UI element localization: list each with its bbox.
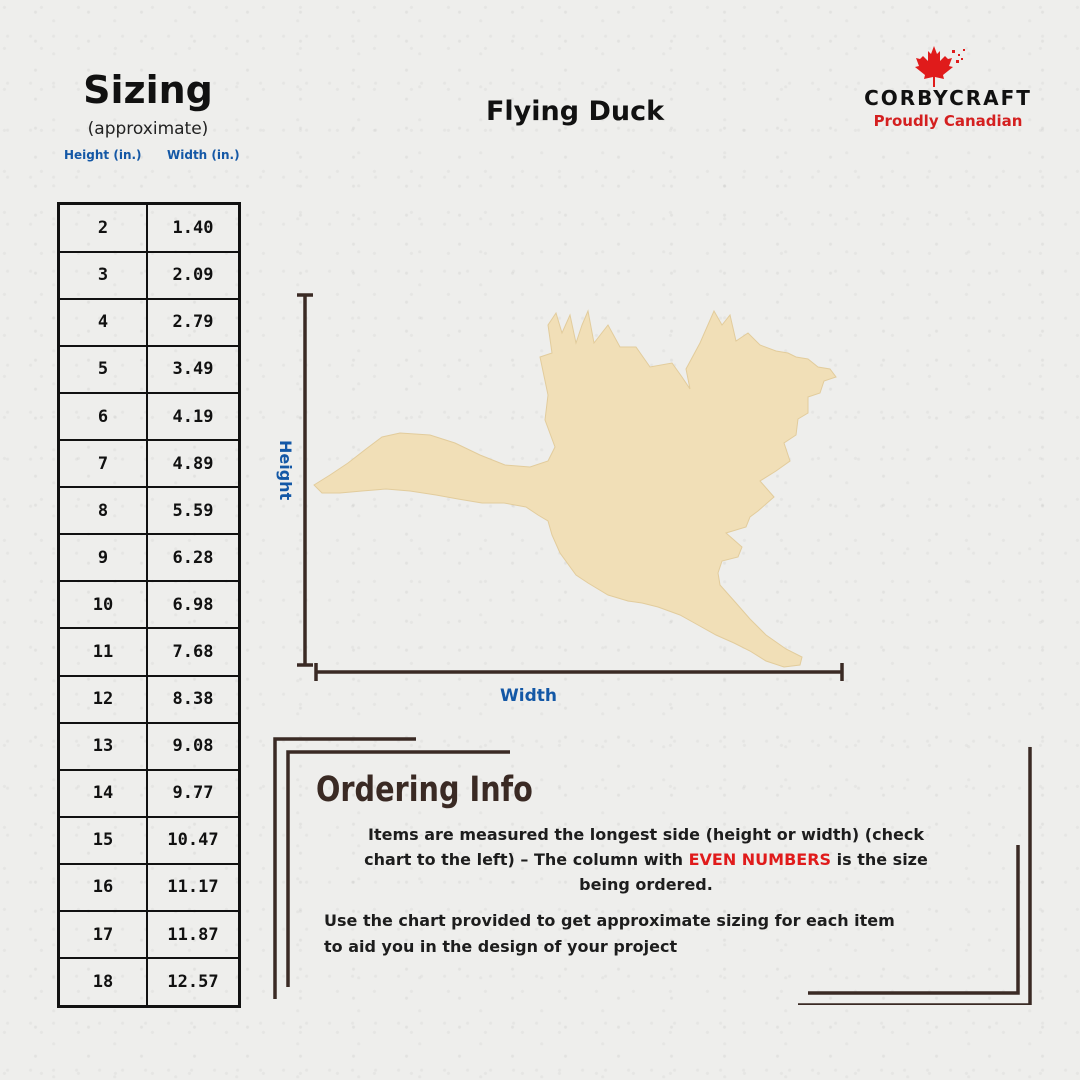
width-cell: 1.40 (147, 204, 240, 252)
width-cell: 4.19 (147, 393, 240, 440)
table-row (59, 204, 240, 252)
height-cell: 9 (59, 534, 148, 581)
width-column-header: Width (in.) (167, 148, 240, 162)
ordering-line-1: Items are measured the longest side (height or width) (check (368, 825, 924, 844)
size-table (57, 202, 241, 1008)
ordering-line-2-end: is the size (831, 850, 928, 869)
height-cell: 18 (59, 958, 148, 1006)
width-cell: 4.89 (147, 440, 240, 487)
width-cell: 6.28 (147, 534, 240, 581)
brand-name: CORBYCRAFT (864, 86, 1032, 110)
height-cell: 4 (59, 299, 148, 346)
table-row (59, 817, 240, 864)
height-cell: 16 (59, 864, 148, 911)
width-cell: 6.98 (147, 581, 240, 628)
width-cell: 5.59 (147, 487, 240, 534)
height-cell: 10 (59, 581, 148, 628)
height-cell: 15 (59, 817, 148, 864)
sizing-title: Sizing (83, 68, 213, 112)
sizing-subtitle: (approximate) (87, 119, 209, 139)
ordering-line-3: being ordered. (579, 875, 713, 894)
width-cell: 2.79 (147, 299, 240, 346)
width-axis-label: Width (500, 686, 557, 706)
duck-diagram (290, 285, 860, 685)
table-row (59, 770, 240, 817)
width-cell: 9.08 (147, 723, 240, 770)
table-row (59, 440, 240, 487)
table-row (59, 299, 240, 346)
ordering-line-2 (316, 847, 976, 872)
width-cell: 8.38 (147, 676, 240, 723)
width-cell: 2.09 (147, 252, 240, 299)
width-cell: 7.68 (147, 628, 240, 675)
height-cell: 6 (59, 393, 148, 440)
height-cell: 7 (59, 440, 148, 487)
table-row (59, 487, 240, 534)
ordering-line-4: Use the chart provided to get approximate sizing for each item (324, 911, 895, 930)
height-cell: 17 (59, 911, 148, 958)
ordering-line-2-text: chart to the left) – The column with (364, 850, 689, 869)
height-cell: 11 (59, 628, 148, 675)
width-cell: 11.17 (147, 864, 240, 911)
width-cell: 9.77 (147, 770, 240, 817)
table-row (59, 958, 240, 1006)
table-row (59, 911, 240, 958)
table-row (59, 534, 240, 581)
height-cell: 5 (59, 346, 148, 393)
product-title: Flying Duck (485, 96, 665, 127)
table-row (59, 628, 240, 675)
table-row (59, 723, 240, 770)
height-cell: 3 (59, 252, 148, 299)
duck-silhouette (314, 311, 836, 667)
ordering-info-paragraph-1 (316, 822, 976, 897)
width-cell: 12.57 (147, 958, 240, 1006)
ordering-info-paragraph-2 (324, 908, 984, 960)
table-row (59, 393, 240, 440)
height-cell: 12 (59, 676, 148, 723)
table-row (59, 864, 240, 911)
height-cell: 13 (59, 723, 148, 770)
width-cell: 11.87 (147, 911, 240, 958)
height-column-header: Height (in.) (64, 148, 142, 162)
width-cell: 3.49 (147, 346, 240, 393)
ordering-info-title: Ordering Info (316, 770, 533, 810)
table-row (59, 676, 240, 723)
height-axis-label: Height (276, 440, 295, 501)
height-cell: 14 (59, 770, 148, 817)
height-cell: 2 (59, 204, 148, 252)
even-numbers-highlight: EVEN NUMBERS (688, 850, 832, 869)
ordering-line-5: to aid you in the design of your project (324, 937, 678, 956)
table-row (59, 252, 240, 299)
table-row (59, 346, 240, 393)
height-cell: 8 (59, 487, 148, 534)
width-cell: 10.47 (147, 817, 240, 864)
maple-leaf-icon (912, 44, 970, 88)
brand-tagline: Proudly Canadian (873, 112, 1023, 130)
table-row (59, 581, 240, 628)
